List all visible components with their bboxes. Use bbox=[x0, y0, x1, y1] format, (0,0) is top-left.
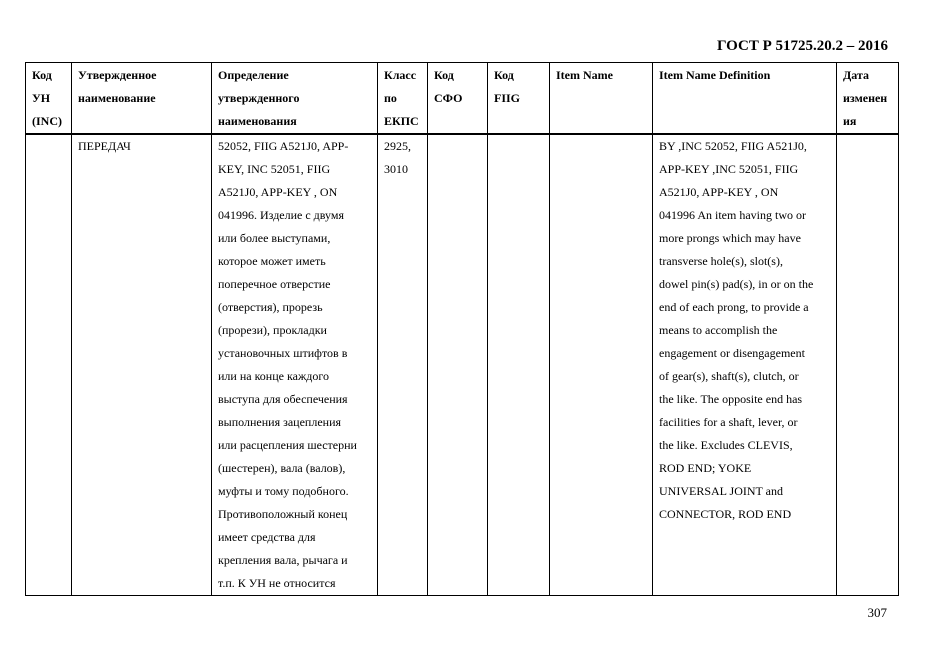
cell-line: которое может иметь bbox=[218, 254, 326, 268]
header-class-ekps bbox=[378, 63, 428, 135]
cell-line: UNIVERSAL JOINT and bbox=[659, 484, 783, 498]
header-definition bbox=[212, 63, 378, 135]
header-line: УН bbox=[32, 91, 51, 105]
cell-line: CONNECTOR, ROD END bbox=[659, 507, 792, 521]
header-line: Определение bbox=[218, 68, 289, 82]
cell-line: more prongs which may have bbox=[659, 231, 801, 245]
header-sfo-code bbox=[428, 63, 488, 135]
cell-line: of gear(s), shaft(s), clutch, or bbox=[659, 369, 799, 383]
cell-line: выступа для обеспечения bbox=[218, 392, 348, 406]
table-row bbox=[26, 134, 899, 596]
header-line: ЕКПС bbox=[384, 114, 419, 128]
header-line: наименования bbox=[218, 114, 297, 128]
cell-line: имеет средства для bbox=[218, 530, 316, 544]
cell-line: или на конце каждого bbox=[218, 369, 329, 383]
cell-line: (шестерен), вала (валов), bbox=[218, 461, 346, 475]
cell-line: 041996. Изделие с двумя bbox=[218, 208, 344, 222]
cell-line: the like. Excludes CLEVIS, bbox=[659, 438, 793, 452]
cell-line: A521J0, APP-KEY , ON bbox=[218, 185, 338, 199]
cell-line: BY ,INC 52052, FIIG A521J0, bbox=[659, 139, 807, 153]
header-line: (INC) bbox=[32, 114, 62, 128]
header-line: по bbox=[384, 91, 397, 105]
header-line: Класс bbox=[384, 68, 417, 82]
cell-line: A521J0, APP-KEY , ON bbox=[659, 185, 779, 199]
cell-line: (прорези), прокладки bbox=[218, 323, 327, 337]
cell-line: 2925, bbox=[384, 139, 411, 153]
cell-line: 3010 bbox=[384, 162, 408, 176]
cell-line: 041996 An item having two or bbox=[659, 208, 806, 222]
cell-line: KEY, INC 52051, FIIG bbox=[218, 162, 331, 176]
document-title: ГОСТ Р 51725.20.2 – 2016 bbox=[716, 38, 888, 54]
header-change-date bbox=[837, 63, 899, 135]
header-item-name bbox=[550, 63, 653, 135]
cell-line: APP-KEY ,INC 52051, FIIG bbox=[659, 162, 799, 176]
cell-line: facilities for a shaft, lever, or bbox=[659, 415, 798, 429]
cell-line: ROD END; YOKE bbox=[659, 461, 752, 475]
cell-line: dowel pin(s) pad(s), in or on the bbox=[659, 277, 814, 291]
cell-line: муфты и тому подобного. bbox=[218, 484, 349, 498]
cell-change-date bbox=[837, 134, 899, 596]
cell-line: ПЕРЕДАЧ bbox=[78, 139, 131, 153]
header-approved-name bbox=[72, 63, 212, 135]
cell-line: установочных штифтов в bbox=[218, 346, 348, 360]
header-line: наименование bbox=[78, 91, 156, 105]
header-line: СФО bbox=[434, 91, 463, 105]
cell-line: т.п. К УН не относится bbox=[218, 576, 336, 590]
header-line: Утвержденное bbox=[78, 68, 157, 82]
cell-sfo-code bbox=[428, 134, 488, 596]
header-line: Код bbox=[434, 68, 454, 82]
header-inc bbox=[26, 63, 72, 135]
cell-line: Противоположный конец bbox=[218, 507, 348, 521]
header-item-name-definition bbox=[653, 63, 837, 135]
cell-inc bbox=[26, 134, 72, 596]
cell-line: 52052, FIIG A521J0, APP- bbox=[218, 139, 349, 153]
header-line: Item Name Definition bbox=[659, 68, 771, 82]
cell-line: или расцепления шестерни bbox=[218, 438, 357, 452]
cell-fiig-code bbox=[488, 134, 550, 596]
cell-item-name-definition bbox=[653, 134, 837, 596]
catalog-table bbox=[25, 62, 899, 596]
header-line: FIIG bbox=[494, 91, 521, 105]
header-line: ия bbox=[843, 114, 857, 128]
cell-line: means to accomplish the bbox=[659, 323, 778, 337]
cell-item-name bbox=[550, 134, 653, 596]
cell-definition-ru bbox=[212, 134, 378, 596]
table-header-row bbox=[26, 63, 899, 135]
cell-line: крепления вала, рычага и bbox=[218, 553, 348, 567]
header-line: Item Name bbox=[556, 68, 613, 82]
header-fiig-code bbox=[488, 63, 550, 135]
header-line: утвержденного bbox=[218, 91, 300, 105]
header-line: Код bbox=[32, 68, 52, 82]
cell-line: the like. The opposite end has bbox=[659, 392, 803, 406]
header-line: изменен bbox=[843, 91, 888, 105]
cell-line: transverse hole(s), slot(s), bbox=[659, 254, 783, 268]
cell-line: выполнения зацепления bbox=[218, 415, 342, 429]
cell-line: end of each prong, to provide a bbox=[659, 300, 809, 314]
cell-line: поперечное отверстие bbox=[218, 277, 331, 291]
cell-line: (отверстия), прорезь bbox=[218, 300, 323, 314]
page-number: 307 bbox=[867, 605, 887, 620]
header-line: Код bbox=[494, 68, 514, 82]
cell-line: engagement or disengagement bbox=[659, 346, 805, 360]
header-line: Дата bbox=[843, 68, 869, 82]
cell-class-ekps bbox=[378, 134, 428, 596]
cell-line: или более выступами, bbox=[218, 231, 331, 245]
cell-approved-name bbox=[72, 134, 212, 596]
